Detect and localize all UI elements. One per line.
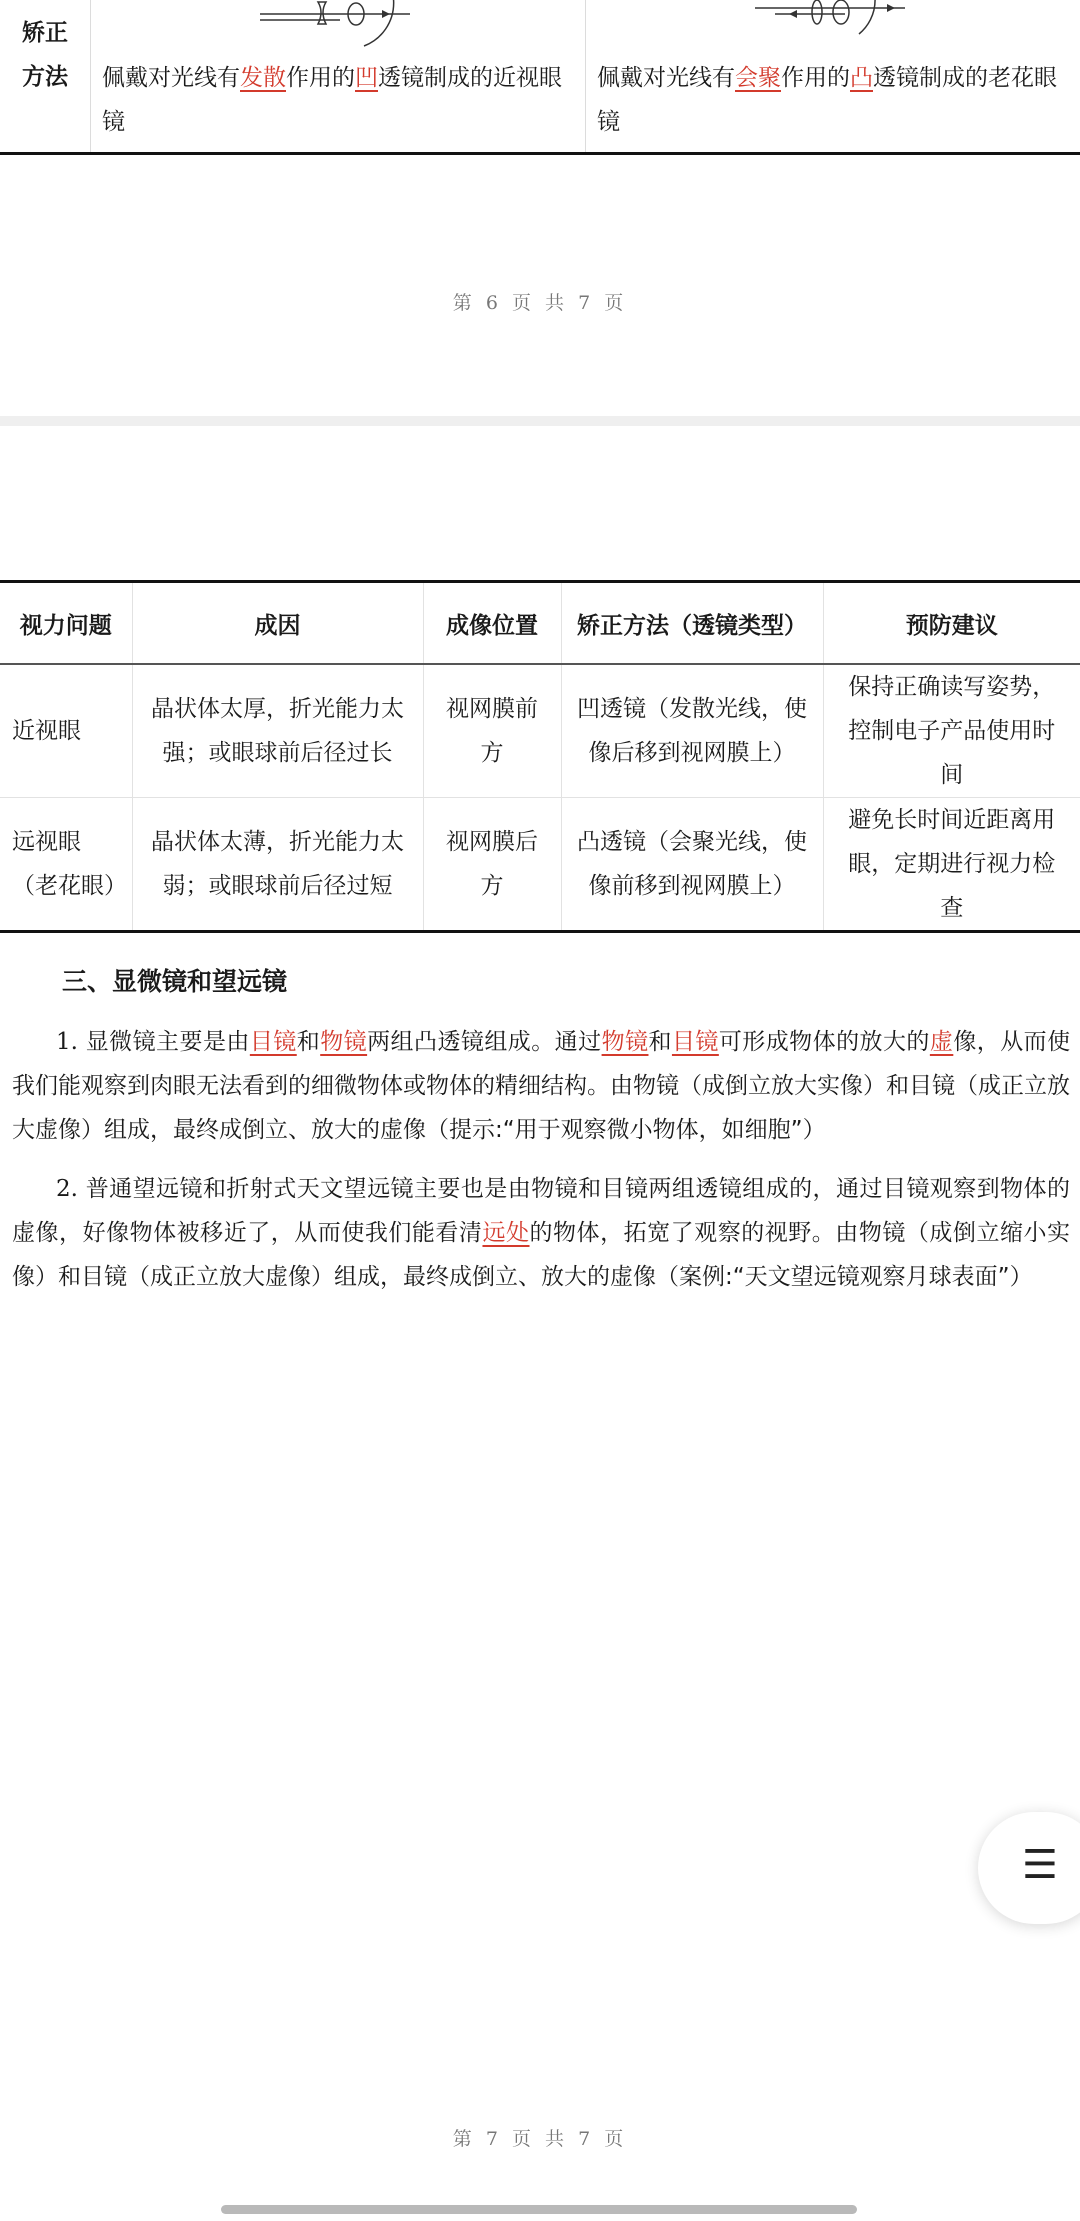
text-segment: 的物体，拓宽了观察的视野。由物镜（成倒立缩小实像）和目镜（成正立放大虚像）组成，最终成倒立、放大的虚像（案例:“天文望远镜观察月球表面”） — [12, 1220, 1071, 1290]
footer-text: 页 共 — [511, 292, 569, 314]
text-segment: 和 — [648, 1029, 672, 1055]
vision-problem-table — [0, 580, 1080, 933]
row-label-line1: 矫正 — [22, 20, 68, 46]
hyperopia-correction-text — [597, 56, 1062, 144]
hamburger-menu-icon: ☰ — [1022, 1842, 1058, 1888]
header-image-position: 成像位置 — [423, 582, 561, 665]
row-label-line2: 方法 — [22, 64, 68, 90]
page-separator — [0, 416, 1080, 426]
text-segment: 可形成物体的放大的 — [718, 1029, 930, 1055]
footer-page-total: 7 — [578, 2128, 595, 2150]
header-cause: 成因 — [132, 582, 423, 665]
menu-button[interactable] — [978, 1812, 1080, 1924]
header-vision-problem: 视力问题 — [0, 582, 132, 665]
text-segment: 普通望远镜和折射式天文望远镜主要也是由物镜和目镜两组透镜组成的，通过目镜观察到物体的虚像，好像物体被移近了，从而使我们能看清 — [12, 1176, 1071, 1246]
myopia-correction-text — [102, 56, 567, 144]
footer-text: 页 共 — [511, 2128, 569, 2150]
text-segment: 和 — [296, 1029, 321, 1055]
paragraph-telescope — [12, 1167, 1070, 1299]
keyword-objective: 物镜 — [320, 1029, 368, 1055]
table-cell: 视网膜前方 — [423, 664, 561, 798]
footer-page-total: 7 — [578, 292, 595, 314]
table-cell: 近视眼 — [0, 664, 132, 798]
section-title: 三、显微镜和望远镜 — [62, 967, 288, 996]
keyword-eyepiece: 目镜 — [671, 1029, 719, 1055]
table-header-row — [0, 582, 1080, 665]
convex-lens-eye-diagram — [755, 0, 915, 48]
table-cell: 视网膜后方 — [423, 798, 561, 932]
text-segment: 透镜制成的近视眼镜 — [102, 65, 562, 135]
myopia-correction-cell — [90, 0, 586, 152]
footer-text: 页 — [604, 292, 628, 314]
footer-text: 第 — [452, 292, 476, 314]
concave-lens-eye-diagram — [260, 0, 420, 48]
text-segment: 显微镜主要是由 — [85, 1029, 250, 1055]
footer-page-number: 6 — [485, 292, 502, 314]
table-cell: 保持正确读写姿势，控制电子产品使用时间 — [823, 664, 1080, 798]
keyword-eyepiece: 目镜 — [249, 1029, 297, 1055]
table-cell: 凹透镜（发散光线，使像后移到视网膜上） — [561, 664, 823, 798]
keyword-objective: 物镜 — [601, 1029, 649, 1055]
header-prevention-advice: 预防建议 — [823, 582, 1080, 665]
text-segment: 佩戴对光线有 — [597, 65, 735, 91]
keyword-virtual: 虚 — [929, 1029, 954, 1055]
hyperopia-correction-cell — [585, 0, 1080, 152]
table-cell: 晶状体太厚，折光能力太强；或眼球前后径过长 — [132, 664, 423, 798]
paragraph-microscope — [12, 1020, 1070, 1152]
header-correction-method: 矫正方法（透镜类型） — [561, 582, 823, 665]
footer-text: 页 — [604, 2128, 628, 2150]
correction-method-row — [0, 0, 1080, 155]
table-row — [0, 664, 1080, 798]
paragraph-number: 1. — [56, 1029, 78, 1055]
table-row — [0, 798, 1080, 932]
keyword-concave: 凹 — [355, 65, 378, 91]
page-footer-6 — [0, 288, 1080, 315]
home-indicator[interactable] — [221, 2205, 857, 2214]
paragraph-number: 2. — [56, 1176, 78, 1202]
keyword-convex: 凸 — [850, 65, 873, 91]
text-segment: 透镜制成的老花眼镜 — [597, 65, 1057, 135]
keyword-diverge: 发散 — [240, 65, 286, 91]
footer-page-number: 7 — [485, 2128, 502, 2150]
footer-text: 第 — [452, 2128, 476, 2150]
keyword-converge: 会聚 — [735, 65, 781, 91]
table-cell: 避免长时间近距离用眼，定期进行视力检查 — [848, 807, 1056, 921]
row-label — [0, 0, 91, 152]
text-segment: 作用的 — [286, 65, 355, 91]
table-cell: 凸透镜（会聚光线，使像前移到视网膜上） — [561, 798, 823, 932]
text-segment: 作用的 — [781, 65, 850, 91]
table-cell: 远视眼（老花眼） — [0, 798, 132, 932]
text-segment: 两组凸透镜组成。通过 — [367, 1029, 602, 1055]
text-segment: 佩戴对光线有 — [102, 65, 240, 91]
table-cell: 晶状体太薄，折光能力太弱；或眼球前后径过短 — [132, 798, 423, 932]
page-footer-7 — [0, 2124, 1080, 2151]
keyword-distant: 远处 — [482, 1220, 530, 1246]
text-segment: 像，从而使我们能观察到肉眼无法看到的细微物体或物体的精细结构。由物镜（成倒立放大实像）和目镜（成正立放大虚像）组成，最终成倒立、放大的虚像（提示:“用于观察微小物体，如细胞”） — [12, 1029, 1071, 1143]
